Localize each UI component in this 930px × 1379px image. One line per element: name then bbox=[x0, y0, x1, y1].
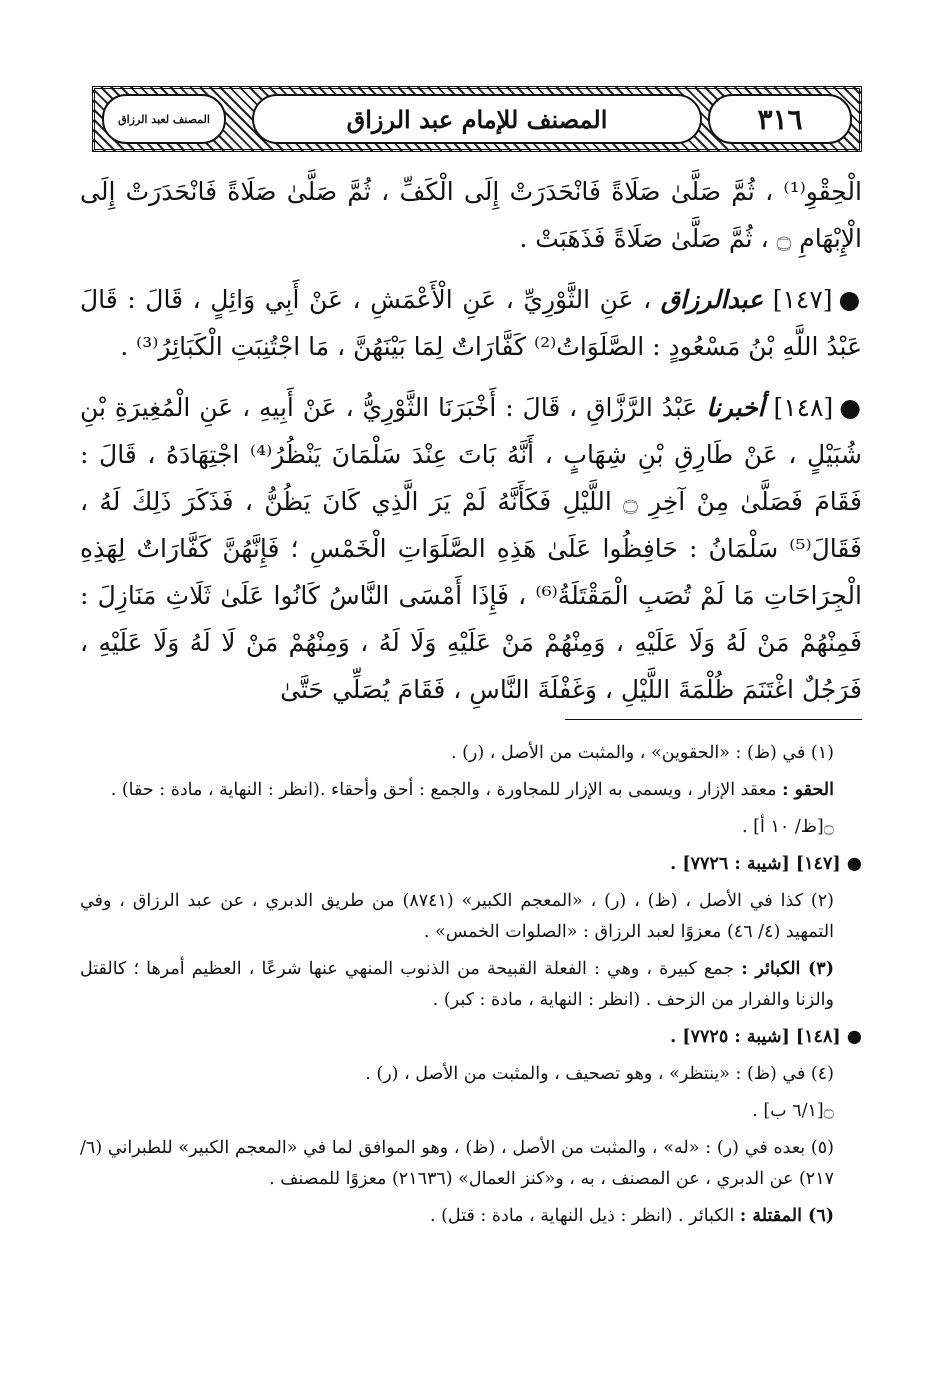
narrator-name: أخبرنا bbox=[706, 393, 765, 422]
footnote-5: (٥) بعده في (ر) : «له» ، والمثبت من الأصل ، (ظ) ، وهو الموافق لما في «المعجم الكبير» للطبراني (٦/ ٢١٧) عن الدبري ، عن المصنف ، به ، و«كنز العمال» (٢١٦٣٦) معزوًا للمصنف . bbox=[80, 1138, 834, 1189]
gloss-term: الحقو : bbox=[782, 780, 834, 800]
page-number: ٣١٦ bbox=[757, 102, 803, 136]
folio-marker: ۝[ظ/ ١٠ أ] . bbox=[742, 817, 834, 837]
hadith-147 bbox=[80, 276, 862, 370]
gloss-text: معقد الإزار ، ويسمى به الإزار للمجاورة ، والجمع : أحق وأحقاء .(انظر : النهاية ، مادة : حقا) . bbox=[110, 780, 777, 800]
footnotes bbox=[80, 738, 862, 1238]
footnote-2: (٢) كذا في الأصل ، (ظ) ، (ر) ، «المعجم الكبير» (٨٧٤١) من طريق الدبري ، عن عبد الرزاق ، وفي التمهيد (٤/ ٤٦) معزوًا لعبد الرزاق : «الصلوات الخمس» . bbox=[80, 891, 834, 942]
footnote-6 bbox=[80, 1201, 862, 1232]
folio-marker: ۝[٦/١ ب] . bbox=[752, 1101, 834, 1121]
parallel-ref-147: ● [١٤٧] [شيبة : ٧٧٢٦] . bbox=[670, 854, 862, 874]
footnote-1-gloss bbox=[80, 775, 862, 806]
footnote-4: (٤) في (ظ) : «ينتظر» ، وهو تصحيف ، والمثبت من الأصل ، (ر) . bbox=[365, 1064, 834, 1084]
hadith-number: [١٤٨] bbox=[773, 393, 834, 422]
main-text bbox=[80, 168, 862, 727]
page-number-box bbox=[708, 94, 852, 144]
narrator-name: عبدالرزاق bbox=[660, 285, 764, 314]
gloss-term: (٣) الكبائر : bbox=[741, 959, 834, 979]
footnote-1: (١) في (ظ) : «الحقوين» ، والمثبت من الأصل ، (ر) . bbox=[450, 743, 834, 763]
seal-logo bbox=[102, 94, 226, 144]
hadith-text: ، عَنِ الثَّوْرِيِّ ، عَنِ الْأَعْمَشِ ، عَنْ أَبِي وَائِلٍ ، قَالَ : قَالَ عَبْدُ اللَّهِ بْنُ مَسْعُودٍ : الصَّلَوَاتُ⁽²⁾ كَفَّارَاتٌ لِمَا بَيْنَهُنَّ ، مَا اجْتُنِبَتِ الْكَبَائِرُ⁽³⁾ . bbox=[80, 285, 862, 361]
page-header bbox=[92, 86, 862, 152]
seal-logo-text: المصنف لعبد الرزاق bbox=[118, 112, 210, 126]
gloss-text: الكبائر . (انظر : ذيل النهاية ، مادة : قتل) . bbox=[429, 1206, 735, 1226]
hadith-148 bbox=[80, 384, 862, 713]
hadith-number: [١٤٧] bbox=[772, 285, 833, 314]
parallel-ref-148: ● [١٤٨] [شيبة : ٧٧٢٥] . bbox=[670, 1027, 862, 1047]
paragraph-continuation: الْحِقْوِ⁽¹⁾ ، ثُمَّ صَلَّىٰ صَلَاةً فَانْحَدَرَتْ إِلَى الْكَفِّ ، ثُمَّ صَلَّىٰ صَلَاةً فَانْحَدَرَتْ إِلَى الْإِبْهَامِ ۝ ، ثُمَّ صَلَّىٰ صَلَاةً فَذَهَبَتْ . bbox=[80, 177, 862, 253]
hadith-text: عَبْدُ الرَّزَّاقِ ، قَالَ : أَخْبَرَنَا الثَّوْرِيُّ ، عَنْ أَبِيهِ ، عَنِ الْمُغِيرَةِ بْنِ شُبَيْلٍ ، عَنْ طَارِقِ بْنِ شِهَابٍ ، أَنَّهُ بَاتَ عِنْدَ سَلْمَانَ يَنْظُرُ⁽⁴⁾ اجْتِهَادَهُ ، قَالَ : فَقَامَ فَصَلَّىٰ مِنْ آخِرِ ۝ اللَّيْلِ فَكَأَنَّهُ لَمْ يَرَ الَّذِي كَانَ يَظُنُّ ، فَذَكَرَ ذَلِكَ لَهُ ، فَقَالَ⁽⁵⁾ سَلْمَانُ : حَافِظُوا عَلَىٰ هَذِهِ الصَّلَوَاتِ الْخَمْسِ ؛ فَإِنَّهُنَّ كَفَّارَاتٌ لِهَذِهِ الْجِرَاحَاتِ مَا لَمْ تُصَبِ الْمَقْتَلَةُ⁽⁶⁾ ، فَإِذَا أَمْسَى النَّاسُ كَانُوا عَلَىٰ ثَلَاثِ مَنَازِلَ : فَمِنْهُمْ مَنْ لَهُ وَلَا عَلَيْهِ ، وَمِنْهُمْ مَنْ عَلَيْهِ وَلَا لَهُ ، وَمِنْهُمْ مَنْ لَا لَهُ وَلَا عَلَيْهِ ، فَرَجُلٌ اغْتَنَمَ ظُلْمَةَ اللَّيْلِ ، وَغَفْلَةَ النَّاسِ ، فَقَامَ يُصَلِّي حَتَّىٰ bbox=[80, 393, 862, 704]
bullet-icon: ● bbox=[838, 285, 862, 314]
title-cartouche bbox=[252, 94, 702, 144]
footnote-3 bbox=[80, 954, 862, 1016]
gloss-term: (٦) المقتلة : bbox=[739, 1206, 834, 1226]
bullet-icon: ● bbox=[839, 393, 863, 422]
footnote-divider bbox=[565, 719, 862, 720]
gloss-text: جمع كبيرة ، وهي : الفعلة القبيحة من الذنوب المنهي عنها شرعًا ، العظيم أمرها ؛ كالقتل والزنا والفرار من الزحف . (انظر : النهاية ، مادة : كبر) . bbox=[80, 959, 834, 1010]
running-title: المصنف للإمام عبد الرزاق bbox=[346, 104, 608, 134]
